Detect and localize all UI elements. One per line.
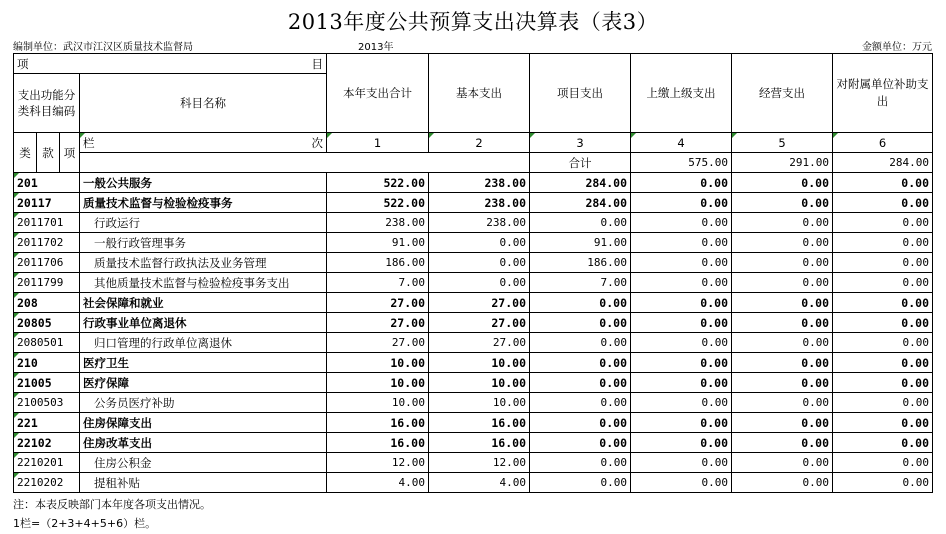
cell-marker	[14, 233, 19, 238]
table-body	[14, 54, 933, 493]
row-value-col-5: 0.00	[732, 173, 833, 193]
table-row	[14, 193, 933, 213]
table-row	[14, 313, 933, 333]
row-code: 2011706	[17, 255, 64, 269]
row-value-col-6: 0.00	[833, 173, 933, 193]
cell-marker	[14, 473, 19, 478]
row-value-col-3: 284.00	[530, 173, 631, 193]
row-code-cell	[14, 193, 80, 213]
row-value-col-6: 0.00	[833, 433, 933, 453]
amount-unit: 金额单位：万元	[862, 42, 932, 53]
row-value-col-4: 0.00	[631, 473, 732, 493]
col-number-1: 1	[327, 133, 429, 153]
col-number-3: 3	[530, 133, 631, 153]
row-value-col-4: 0.00	[631, 333, 732, 353]
row-value-col-2: 4.00	[429, 473, 530, 493]
row-value-col-4: 0.00	[631, 173, 732, 193]
row-name-cell: 其他质量技术监督与检验检疫事务支出	[80, 273, 327, 293]
unit-label: 编制单位：武汉市江汉区质量技术监督局	[13, 42, 193, 53]
table-row	[14, 393, 933, 413]
table-row	[14, 453, 933, 473]
row-name-cell: 医疗保障	[80, 373, 327, 393]
row-value-col-1: 27.00	[327, 313, 429, 333]
row-code-cell	[14, 373, 80, 393]
row-name-cell: 质量技术监督与检验检疫事务	[80, 193, 327, 213]
row-value-col-2: 238.00	[429, 193, 530, 213]
row-value-col-6: 0.00	[833, 253, 933, 273]
row-value-col-4: 0.00	[631, 293, 732, 313]
row-value-col-4: 0.00	[631, 213, 732, 233]
row-value-col-4: 0.00	[631, 313, 732, 333]
row-value-col-4: 0.00	[631, 193, 732, 213]
row-value-col-6: 0.00	[833, 453, 933, 473]
row-value-col-1: 27.00	[327, 333, 429, 353]
row-code: 20805	[17, 315, 52, 330]
row-name-cell: 一般公共服务	[80, 173, 327, 193]
row-name-cell: 住房保障支出	[80, 413, 327, 433]
row-code: 208	[17, 295, 38, 310]
cell-marker	[732, 133, 737, 138]
row-value-col-1: 522.00	[327, 193, 429, 213]
row-code: 20117	[17, 195, 52, 210]
row-value-col-6: 0.00	[833, 313, 933, 333]
row-value-col-4: 0.00	[631, 253, 732, 273]
header-lan: 栏	[83, 135, 95, 150]
row-name-cell: 质量技术监督行政执法及业务管理	[80, 253, 327, 273]
budget-table	[13, 53, 933, 493]
row-value-col-1: 16.00	[327, 413, 429, 433]
row-value-col-4: 0.00	[631, 453, 732, 473]
row-value-col-5: 0.00	[732, 233, 833, 253]
row-code: 210	[17, 355, 38, 370]
row-code: 221	[17, 415, 38, 430]
row-value-col-3: 0.00	[530, 333, 631, 353]
col-header-5: 经营支出	[732, 54, 833, 133]
row-value-col-6: 0.00	[833, 413, 933, 433]
row-name-cell: 合计	[530, 153, 631, 173]
row-code-cell	[14, 413, 80, 433]
table-row	[14, 173, 933, 193]
row-value-col-5: 0.00	[732, 193, 833, 213]
row-code: 2210201	[17, 455, 64, 469]
row-code: 2011799	[17, 275, 64, 289]
row-code-cell	[14, 233, 80, 253]
row-value-col-5: 0.00	[732, 473, 833, 493]
row-code: 201	[17, 175, 38, 190]
row-name-cell: 医疗卫生	[80, 353, 327, 373]
row-value-col-2: 27.00	[429, 293, 530, 313]
row-value-col-2: 16.00	[429, 433, 530, 453]
col-header-4: 上缴上级支出	[631, 54, 732, 133]
row-code: 2210202	[17, 475, 64, 489]
cell-marker	[833, 133, 838, 138]
row-value-col-1: 238.00	[327, 213, 429, 233]
table-row	[14, 293, 933, 313]
row-value-col-2: 12.00	[429, 453, 530, 473]
row-code: 22102	[17, 435, 52, 450]
row-value-col-5: 0.00	[732, 273, 833, 293]
row-value-col-4: 0.00	[631, 413, 732, 433]
table-row	[14, 353, 933, 373]
row-value-col-5: 0.00	[732, 453, 833, 473]
row-code-cell	[80, 153, 530, 173]
row-value-col-3: 0.00	[530, 453, 631, 473]
cell-marker	[14, 173, 19, 178]
cell-marker	[14, 433, 19, 438]
row-value-col-3: 0.00	[530, 313, 631, 333]
cell-marker	[80, 133, 85, 138]
row-value-col-1: 91.00	[327, 233, 429, 253]
row-value-col-6: 0.00	[833, 393, 933, 413]
header-ci: 次	[311, 135, 323, 150]
header-xiang: 项	[17, 56, 29, 71]
row-value-col-1: 7.00	[327, 273, 429, 293]
row-value-col-5: 0.00	[732, 253, 833, 273]
table-row	[14, 213, 933, 233]
cell-marker	[14, 213, 19, 218]
col-header-1: 本年支出合计	[327, 54, 429, 133]
row-value-col-1: 522.00	[327, 173, 429, 193]
row-value-col-2: 10.00	[429, 353, 530, 373]
row-value-col-5: 0.00	[732, 373, 833, 393]
row-code-cell	[14, 313, 80, 333]
row-code-cell	[14, 333, 80, 353]
row-value-col-3: 186.00	[530, 253, 631, 273]
row-value-col-1: 186.00	[327, 253, 429, 273]
row-value-col-3: 0.00	[530, 373, 631, 393]
col-header-2: 基本支出	[429, 54, 530, 133]
note-2: 1栏=（2+3+4+5+6）栏。	[13, 517, 157, 530]
row-name-cell: 归口管理的行政单位离退休	[80, 333, 327, 353]
row-value-col-4: 0.00	[631, 373, 732, 393]
row-value-col-3: 0.00	[530, 473, 631, 493]
row-value-col-3: 0.00	[530, 433, 631, 453]
row-value-col-1: 575.00	[631, 153, 732, 173]
row-name-cell: 公务员医疗补助	[80, 393, 327, 413]
row-value-col-5: 0.00	[732, 293, 833, 313]
row-code: 21005	[17, 375, 52, 390]
cell-marker	[14, 273, 19, 278]
row-value-col-6: 0.00	[833, 373, 933, 393]
row-code-cell	[14, 353, 80, 373]
cell-marker	[14, 253, 19, 258]
row-code: 2011701	[17, 215, 64, 229]
row-value-col-3: 0.00	[530, 353, 631, 373]
col-header-6: 对附属单位补助支出	[833, 54, 933, 133]
row-value-col-2: 238.00	[429, 173, 530, 193]
row-value-col-2: 16.00	[429, 413, 530, 433]
row-value-col-2: 238.00	[429, 213, 530, 233]
row-value-col-2: 10.00	[429, 373, 530, 393]
row-value-col-4: 0.00	[631, 393, 732, 413]
row-code: 2011702	[17, 235, 64, 249]
row-name-cell: 住房改革支出	[80, 433, 327, 453]
row-value-col-4: 0.00	[631, 353, 732, 373]
row-name-cell: 提租补贴	[80, 473, 327, 493]
col-number-5: 5	[732, 133, 833, 153]
row-code-cell	[14, 473, 80, 493]
row-value-col-6: 0.00	[833, 193, 933, 213]
cell-marker	[14, 373, 19, 378]
row-value-col-6: 0.00	[833, 233, 933, 253]
row-value-col-2: 0.00	[429, 253, 530, 273]
row-value-col-3: 7.00	[530, 273, 631, 293]
table-row	[14, 373, 933, 393]
table-row	[14, 333, 933, 353]
row-value-col-2: 10.00	[429, 393, 530, 413]
header-lan-ci	[80, 133, 327, 153]
note-1: 注：本表反映部门本年度各项支出情况。	[13, 498, 211, 511]
row-name-cell: 社会保障和就业	[80, 293, 327, 313]
row-value-col-4: 0.00	[631, 233, 732, 253]
header-item-cell	[14, 54, 327, 74]
row-value-col-2: 0.00	[429, 233, 530, 253]
row-value-col-6: 0.00	[833, 213, 933, 233]
row-value-col-4: 0.00	[631, 273, 732, 293]
cell-marker	[14, 413, 19, 418]
row-code-cell	[14, 273, 80, 293]
header-mu: 目	[311, 56, 323, 71]
row-name-cell: 住房公积金	[80, 453, 327, 473]
row-value-col-6: 0.00	[833, 293, 933, 313]
col-number-4: 4	[631, 133, 732, 153]
row-value-col-1: 16.00	[327, 433, 429, 453]
cell-marker	[631, 133, 636, 138]
row-code-cell	[14, 293, 80, 313]
cell-marker	[14, 393, 19, 398]
cell-marker	[14, 193, 19, 198]
row-value-col-1: 27.00	[327, 293, 429, 313]
table-row	[14, 253, 933, 273]
col-number-6: 6	[833, 133, 933, 153]
row-code: 2080501	[17, 335, 64, 349]
row-value-col-2: 27.00	[429, 313, 530, 333]
cell-marker	[14, 293, 19, 298]
row-value-col-5: 0.00	[732, 393, 833, 413]
row-value-col-5: 0.00	[732, 313, 833, 333]
row-value-col-2: 0.00	[429, 273, 530, 293]
row-value-col-3: 0.00	[530, 293, 631, 313]
row-value-col-5: 0.00	[732, 433, 833, 453]
cell-marker	[14, 353, 19, 358]
row-value-col-4: 0.00	[631, 433, 732, 453]
table-row	[14, 413, 933, 433]
row-value-col-5: 0.00	[732, 213, 833, 233]
row-value-col-3: 284.00	[530, 193, 631, 213]
row-code: 2100503	[17, 395, 64, 409]
row-value-col-3: 0.00	[530, 213, 631, 233]
row-value-col-5: 0.00	[732, 353, 833, 373]
row-value-col-3: 91.00	[530, 233, 631, 253]
row-value-col-3: 284.00	[833, 153, 933, 173]
row-code-cell	[14, 393, 80, 413]
row-value-col-3: 0.00	[530, 393, 631, 413]
row-code-cell	[14, 433, 80, 453]
header-subject-name: 科目名称	[80, 74, 327, 133]
cell-marker	[14, 453, 19, 458]
row-value-col-1: 10.00	[327, 373, 429, 393]
table-row	[14, 433, 933, 453]
cell-marker	[429, 133, 434, 138]
cell-marker	[530, 133, 535, 138]
table-row	[14, 233, 933, 253]
report-title: 2013年度公共预算支出决算表（表3）	[287, 10, 659, 34]
row-value-col-1: 4.00	[327, 473, 429, 493]
row-value-col-6: 0.00	[833, 473, 933, 493]
header-lei: 类	[14, 133, 37, 173]
row-code-cell	[14, 173, 80, 193]
row-value-col-1: 10.00	[327, 353, 429, 373]
row-value-col-5: 0.00	[732, 413, 833, 433]
cell-marker	[14, 333, 19, 338]
header-xiang2: 项	[60, 133, 80, 173]
row-value-col-1: 10.00	[327, 393, 429, 413]
row-name-cell: 行政事业单位离退休	[80, 313, 327, 333]
report-year: 2013年	[358, 42, 394, 53]
cell-marker	[14, 313, 19, 318]
row-code-cell	[14, 213, 80, 233]
table-row	[14, 153, 933, 173]
row-value-col-6: 0.00	[833, 333, 933, 353]
row-value-col-6: 0.00	[833, 353, 933, 373]
row-value-col-2: 27.00	[429, 333, 530, 353]
header-func-code: 支出功能分类科目编码	[14, 74, 80, 133]
row-code-cell	[14, 253, 80, 273]
row-value-col-5: 0.00	[732, 333, 833, 353]
col-number-2: 2	[429, 133, 530, 153]
row-value-col-6: 0.00	[833, 273, 933, 293]
cell-marker	[327, 133, 332, 138]
row-value-col-3: 0.00	[530, 413, 631, 433]
row-code-cell	[14, 453, 80, 473]
row-name-cell: 一般行政管理事务	[80, 233, 327, 253]
row-value-col-2: 291.00	[732, 153, 833, 173]
col-header-3: 项目支出	[530, 54, 631, 133]
row-name-cell: 行政运行	[80, 213, 327, 233]
table-row	[14, 473, 933, 493]
row-value-col-1: 12.00	[327, 453, 429, 473]
header-kuan: 款	[37, 133, 60, 173]
table-row	[14, 273, 933, 293]
